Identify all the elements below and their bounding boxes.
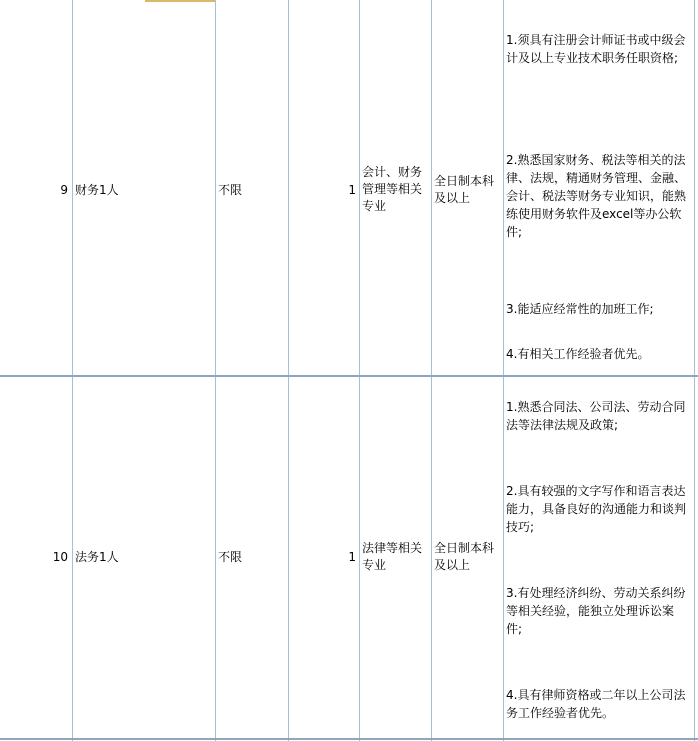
row-divider: [0, 375, 698, 377]
column-divider: [359, 0, 360, 741]
count-cell[interactable]: 1: [348, 183, 356, 197]
row-index-cell[interactable]: 9: [60, 183, 68, 197]
education-cell[interactable]: 全日制本科 及以上: [434, 541, 495, 572]
restriction-cell[interactable]: 不限: [218, 183, 243, 197]
column-divider: [694, 0, 695, 741]
major-cell[interactable]: 法律等相关 专业: [362, 541, 423, 572]
requirement-item: 3.能适应经常性的加班工作;: [506, 302, 654, 316]
requirement-item: 4.有相关工作经验者优先。: [506, 347, 650, 361]
education-cell[interactable]: 全日制本科 及以上: [434, 174, 495, 205]
restriction-cell[interactable]: 不限: [218, 550, 243, 564]
column-divider: [215, 0, 216, 741]
column-divider: [431, 0, 432, 741]
requirement-item: 2.具有较强的文字写作和语言表达 能力，具备良好的沟通能力和谈判 技巧;: [506, 484, 687, 534]
row-divider: [0, 738, 698, 740]
major-cell[interactable]: 会计、财务 管理等相关 专业: [362, 165, 423, 213]
cell-selection-edge: [145, 0, 215, 2]
column-divider: [288, 0, 289, 741]
column-divider: [72, 0, 73, 741]
column-divider: [503, 0, 504, 741]
requirement-item: 1.熟悉合同法、公司法、劳动合同 法等法律法规及政策;: [506, 400, 686, 432]
row-index-cell[interactable]: 10: [52, 550, 68, 564]
requirement-item: 2.熟悉国家财务、税法等相关的法 律、法规，精通财务管理、金融、 会计、税法等财务专业知识，能熟 练使用财务软件及excel等办公软 件;: [506, 153, 687, 239]
position-cell[interactable]: 财务1人: [75, 183, 119, 197]
position-cell[interactable]: 法务1人: [75, 550, 119, 564]
requirement-item: 4.具有律师资格或二年以上公司法 务工作经验者优先。: [506, 688, 686, 720]
requirement-item: 1.须具有注册会计师证书或中级会 计及以上专业技术职务任职资格;: [506, 33, 686, 65]
requirement-item: 3.有处理经济纠纷、劳动关系纠纷 等相关经验，能独立处理诉讼案 件;: [506, 586, 686, 636]
count-cell[interactable]: 1: [348, 550, 356, 564]
